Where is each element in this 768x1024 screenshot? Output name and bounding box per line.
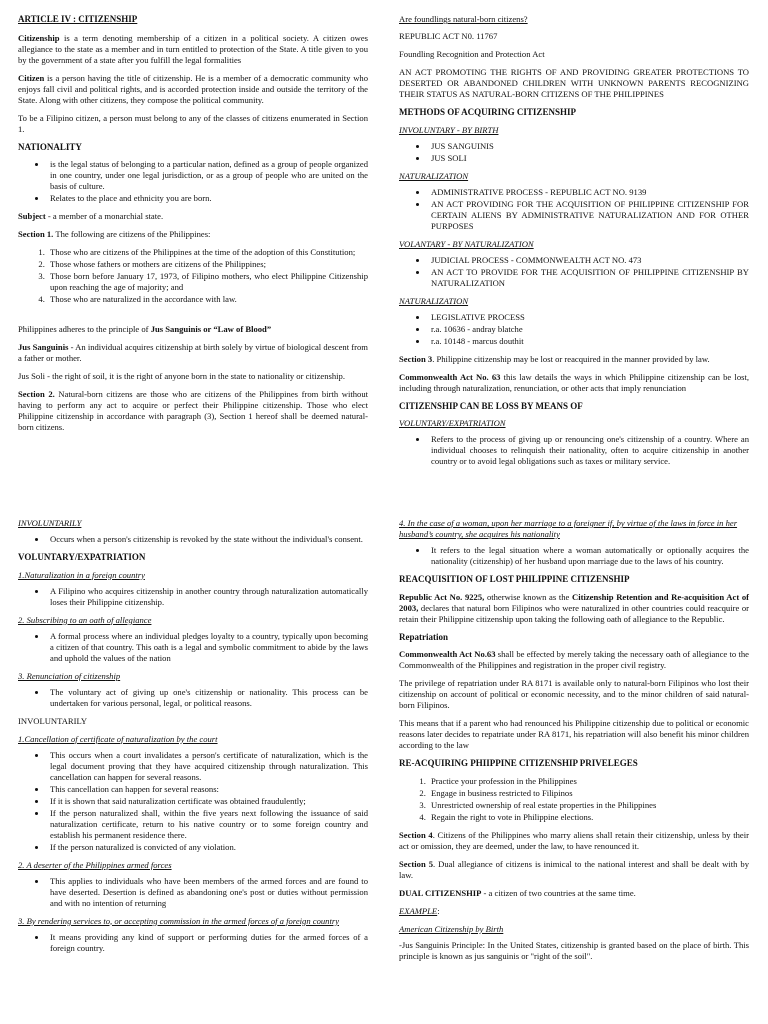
methods-section — [399, 14, 749, 474]
section-1-intro — [18, 229, 368, 240]
list-item: • This applies to individuals who have been members of the armed forces and are found to have deserted. Desertion is defined as abandoning one's post or duties without permission and with no intention of returning — [47, 876, 368, 909]
section-5-paragraph — [399, 859, 749, 881]
reacquisition-heading: REACQUISITION OF LOST PHILIPPINE CITIZENSHIP — [399, 574, 630, 584]
naturalization-foreign-heading: 1.Naturalization in a foreign country — [18, 569, 145, 580]
republic-act-number: REPUBLIC ACT N0. 11767 — [399, 31, 498, 41]
example-label: EXAMPLE — [399, 905, 438, 916]
principle-bold: Jus Sanguinis or “Law of Blood” — [150, 324, 272, 335]
citizenship-text: is a term denoting membership of a citizen in a political society. A citizen owes allegiance to the state as a member and in turn entitled to protection of the State. A title given to you by the government of a state after you fulfill the legal formalities — [18, 32, 368, 65]
reacquisition-section — [399, 518, 749, 969]
nationality-list — [18, 159, 368, 204]
ca63-text: this law details the ways in which Philippine citizenship can be lost, including through naturalization, renunciation, or other acts that imply renunciation — [399, 371, 749, 393]
american-paragraph: -Jus Sanguinis Principle: In the United States, citizenship is granted based on the place of birth. This principle is known as jus sanguinis or "right of the soil". — [399, 939, 749, 961]
voluntary-expatriation-list — [399, 434, 749, 467]
involuntary-list — [399, 141, 749, 164]
jus-sanguinis-definition — [18, 342, 368, 364]
section-2-term: Section 2. — [18, 389, 55, 400]
american-heading: American Citizenship by Birth — [399, 923, 504, 934]
list-item: 2. Those whose fathers or mothers are citizens of the Philippines; — [47, 259, 368, 270]
jus-soli-definition: Jus Soli - the right of soil, it is the right of anyone born in the state to nationality or citizenship. — [18, 371, 345, 382]
jus-sanguinis-term: Jus Sanguinis — [18, 342, 69, 353]
section-1-text: The following are citizens of the Philippines: — [53, 229, 211, 240]
example-heading — [399, 906, 749, 917]
privilege-paragraph: The privilege of repatriation under RA 8171 is available only to natural-born Filipinos who lost their citizenship on account of political or economic necessity, and to the minor children of said natural-born Filipinos. — [399, 678, 749, 711]
filipino-citizen-paragraph: To be a Filipino citizen, a person must belong to any of the classes of citizens enumerated in Section 1. — [18, 112, 368, 134]
ra9225-mid: otherwise known as the — [484, 591, 572, 602]
section-5-text: . Dual allegiance of citizens is inimical to the national interest and shall be dealt with by law. — [399, 858, 750, 880]
list-item: • Refers to the process of giving up or renouncing one's citizenship of a country. Where an individual chooses to relinquish their nationality, often to acquire citizenship in another country or to avoid legal obligations such as taxes or military service. — [428, 434, 749, 467]
section-4-text: . Citizens of the Philippines who marry aliens shall retain their citizenship, unless by their act or omission, they are deemed, under the law, to have renounced it. — [399, 829, 749, 851]
foundlings-question: Are foundlings natural-born citizens? — [399, 14, 528, 24]
subject-definition — [18, 211, 368, 222]
list-item: • AN ACT PROVIDING FOR THE ACQUISITION OF PHILIPPINE CITIZENSHIP FOR CERTAIN ALIENS BY ADMINISTRATIVE NATURALIZATION AND FOR OTHER PURPOSES — [428, 199, 749, 232]
section-1-list — [18, 247, 368, 305]
voluntary-expatriation-heading: VOLUNTARY/EXPATRIATION — [18, 552, 146, 562]
section-3-text: . Philippine citizenship may be lost or reacquired in the manner provided by law. — [432, 353, 710, 364]
services-list — [18, 932, 368, 954]
loss-modes-section — [18, 518, 368, 961]
cancellation-list — [18, 750, 368, 853]
ca63-paragraph — [399, 372, 749, 394]
cancellation-heading: 1.Cancellation of certificate of naturalization by the court — [18, 733, 218, 744]
ra9225-paragraph — [399, 592, 749, 625]
section-5-term: Section 5 — [399, 858, 434, 869]
renunciation-list — [18, 687, 368, 709]
ra9225-act-name: Citizenship Retention and Re-acquisition Act of 2003, — [399, 591, 749, 613]
list-item: 4. Those who are naturalized in the accordance with law. — [47, 294, 368, 305]
ra9225-text: declares that natural born Filipinos who were naturalized in other countries could reacquire or retain their Philippine citizenship upon taking the following oath of allegiance to the Republic. — [399, 602, 749, 624]
citizen-definition — [18, 73, 368, 106]
list-item: • A formal process where an individual pledges loyalty to a country, typically upon becoming a citizen of that country. This oath is a legal and symbolic commitment to abide by the laws and uphold the values of the nation — [47, 631, 368, 664]
citizen-text: is a person having the title of citizenship. He is a member of a democratic community who enjoys fall civil and political rights, and is accorded protection inside and outside the territory of the State. Along with other citizens, they compose the political community. — [18, 72, 368, 105]
list-item: • is the legal status of belonging to a particular nation, defined as a group of people organized in one country, under one legal jurisdiction, or as a group of people who are united on the basis of culture. — [47, 159, 368, 192]
woman-marriage-list — [399, 545, 749, 567]
services-heading: 3. By rendering services to, or accepting commission in the armed forces of a foreign country — [18, 915, 340, 926]
list-item: • If it is shown that said naturalization certificate was obtained fraudulently; — [47, 796, 368, 807]
section-4-term: Section 4 — [399, 829, 433, 840]
list-item: • JUS SANGUINIS — [428, 141, 749, 152]
renunciation-heading: 3. Renunciation of citizenship — [18, 670, 121, 681]
naturalization-list-1 — [399, 187, 749, 232]
list-item: 1. Those who are citizens of the Philippines at the time of the adoption of this Constitution; — [47, 247, 368, 258]
voluntary-expatriation-heading: VOLUNTARY/EXPATRIATION — [399, 418, 506, 429]
involuntarily-heading: INVOLUNTARILY — [18, 518, 82, 528]
citizenship-definition — [18, 33, 368, 66]
ca63-text: shall be effected by merely taking the necessary oath of allegiance to the Commonwealth of the Philippines and registration in the proper civil registry. — [399, 649, 749, 671]
involuntarily-heading-2: INVOLUNTARILY — [18, 715, 88, 726]
act-description: AN ACT PROMOTING THE RIGHTS OF AND PROVIDING GREATER PROTECTIONS TO DESERTED OR ABANDONED CHILDREN WITH UNKNOWN PARENTS RECOGNIZING THEIR STATUS AS NATURAL-BORN CITIZENS OF THE PHILIPPINES — [399, 67, 749, 99]
list-item: • If the person naturalized shall, within the five years next following the issuance of said naturalization certificate, return to his native country or to some foreign country and establish his permanent residence there. — [47, 808, 368, 841]
section-2-paragraph — [18, 389, 368, 433]
citizenship-term: Citizenship — [18, 32, 60, 43]
ca63-repatriation-paragraph — [399, 649, 749, 671]
list-item: • Relates to the place and ethnicity you are born. — [47, 193, 368, 204]
deserter-heading: 2. A deserter of the Philippines armed forces — [18, 859, 172, 870]
list-item: • r.a. 10636 - andray blatche — [428, 324, 749, 335]
woman-marriage-heading: 4. In the case of a woman, upon her marriage to a foreigner if, by virtue of the laws in force in her husband’s country, she acquires his nationality — [399, 518, 738, 539]
list-item: • This occurs when a court invalidates a person's certificate of naturalization, which is the legal document proving that they have acquired citizenship through naturalization. This cancellation can happen for several reasons. — [47, 750, 368, 783]
list-item: • r.a. 10148 - marcus douthit — [428, 336, 749, 347]
list-item: 1. Practice your profession in the Philippines — [428, 776, 749, 787]
list-item: • The voluntary act of giving up one's citizenship or nationality. This process can be undertaken for various personal, legal, or political reasons. — [47, 687, 368, 709]
subject-text: - a member of a monarchial state. — [45, 211, 164, 222]
list-item: 2. Engage in business restricted to Filipinos — [428, 788, 749, 799]
naturalization-heading-1: NATURALIZATION — [399, 170, 469, 181]
oath-heading: 2. Subscribing to an oath of allegiance — [18, 614, 152, 625]
list-item: • This cancellation can happen for several reasons: — [47, 784, 368, 795]
principle-text: Philippines adheres to the principle of — [18, 324, 151, 335]
list-item: • Occurs when a person's citizenship is revoked by the state without the individual's consent. — [47, 534, 368, 545]
list-item: • LEGISLATIVE PROCESS — [428, 312, 749, 323]
list-item: • It refers to the legal situation where a woman automatically or optionally acquires the nationality (citizenship) of her husband upon marriage due to the laws of his country. — [428, 545, 749, 567]
repatriation-heading: Repatriation — [399, 631, 448, 642]
section-4-paragraph — [399, 830, 749, 852]
section-2-text: Natural-born citizens are those who are citizens of the Philippines from birth without having to perform any act to acquire or perfect their Philippine citizenship. Those who elect Philippine citizenship in accordance with paragraph (3), Section 1 hereof shall be deemed natural-born citizens. — [18, 389, 369, 433]
ca63-term: Commonwealth Act No. 63 — [399, 371, 501, 382]
list-item: • If the person naturalized is convicted of any violation. — [47, 842, 368, 853]
dual-citizenship-paragraph — [399, 888, 749, 899]
naturalization-foreign-list — [18, 586, 368, 608]
act-name: Foundling Recognition and Protection Act — [399, 49, 545, 59]
nationality-heading: NATIONALITY — [18, 141, 82, 152]
list-item: 3. Unrestricted ownership of real estate properties in the Philippines — [428, 800, 749, 811]
voluntary-heading: VOLANTARY - BY NATURALIZATION — [399, 238, 534, 249]
list-item: • JUDICIAL PROCESS - COMMONWEALTH ACT NO. 473 — [428, 255, 749, 266]
list-item: • AN ACT TO PROVIDE FOR THE ACQUISITION OF PHILIPPINE CITIZENSHIP BY NATURALIZATION — [428, 267, 749, 289]
list-item: 3. Those born before January 17, 1973, of Filipino mothers, who elect Philippine Citizenship upon reaching the age of majority; and — [47, 271, 368, 293]
citizen-term: Citizen — [18, 72, 45, 83]
dual-citizenship-text: - a citizen of two countries at the same time. — [481, 887, 636, 898]
oath-list — [18, 631, 368, 664]
naturalization-list-2 — [399, 312, 749, 347]
list-item: 4. Regain the right to vote in Philippine elections. — [428, 812, 749, 823]
ca63-term: Commonwealth Act No.63 — [399, 649, 496, 660]
list-item: • It means providing any kind of support or performing duties for the armed forces of a foreign country. — [47, 932, 368, 954]
article-title: ARTICLE IV : CITIZENSHIP — [18, 14, 138, 24]
voluntary-list — [399, 255, 749, 289]
loss-heading: CITIZENSHIP CAN BE LOSS BY MEANS OF — [399, 400, 583, 411]
involuntary-heading: INVOLUNTARY - BY BIRTH — [399, 124, 499, 135]
privileges-list — [399, 776, 749, 823]
ra9225-term: Republic Act No. 9225, — [399, 591, 485, 602]
list-item: • JUS SOLI — [428, 153, 749, 164]
example-colon: : — [437, 905, 440, 916]
subject-term: Subject — [18, 211, 46, 222]
article-citizenship-section — [18, 14, 368, 440]
dual-citizenship-term: DUAL CITIZENSHIP — [399, 887, 482, 898]
methods-heading: METHODS OF ACQUIRING CITIZENSHIP — [399, 107, 576, 117]
involuntarily-list — [18, 534, 368, 545]
deserter-list — [18, 876, 368, 909]
section-1-term: Section 1. — [18, 229, 54, 240]
section-3-term: Section 3 — [399, 353, 433, 364]
section-3-paragraph — [399, 354, 749, 365]
means-paragraph: This means that if a parent who had renounced his Philippine citizenship due to political or economic reasons later decides to repatriate under RA 8171, his repatriation will also benefit his minor children according to the law — [399, 718, 749, 751]
jus-sanguinis-text: - An individual acquires citizenship at birth solely by virtue of biological descent from a father or mother. — [18, 342, 368, 364]
naturalization-heading-2: NATURALIZATION — [399, 295, 469, 306]
list-item: • A Filipino who acquires citizenship in another country through naturalization automatically loses their Philippine citizenship. — [47, 586, 368, 608]
list-item: • ADMINISTRATIVE PROCESS - REPUBLIC ACT NO. 9139 — [428, 187, 749, 198]
privileges-heading: RE-ACQUIRING PHIIPPINE CITIZENSHIP PRIVELEGES — [399, 758, 638, 769]
principle-paragraph — [18, 324, 368, 335]
